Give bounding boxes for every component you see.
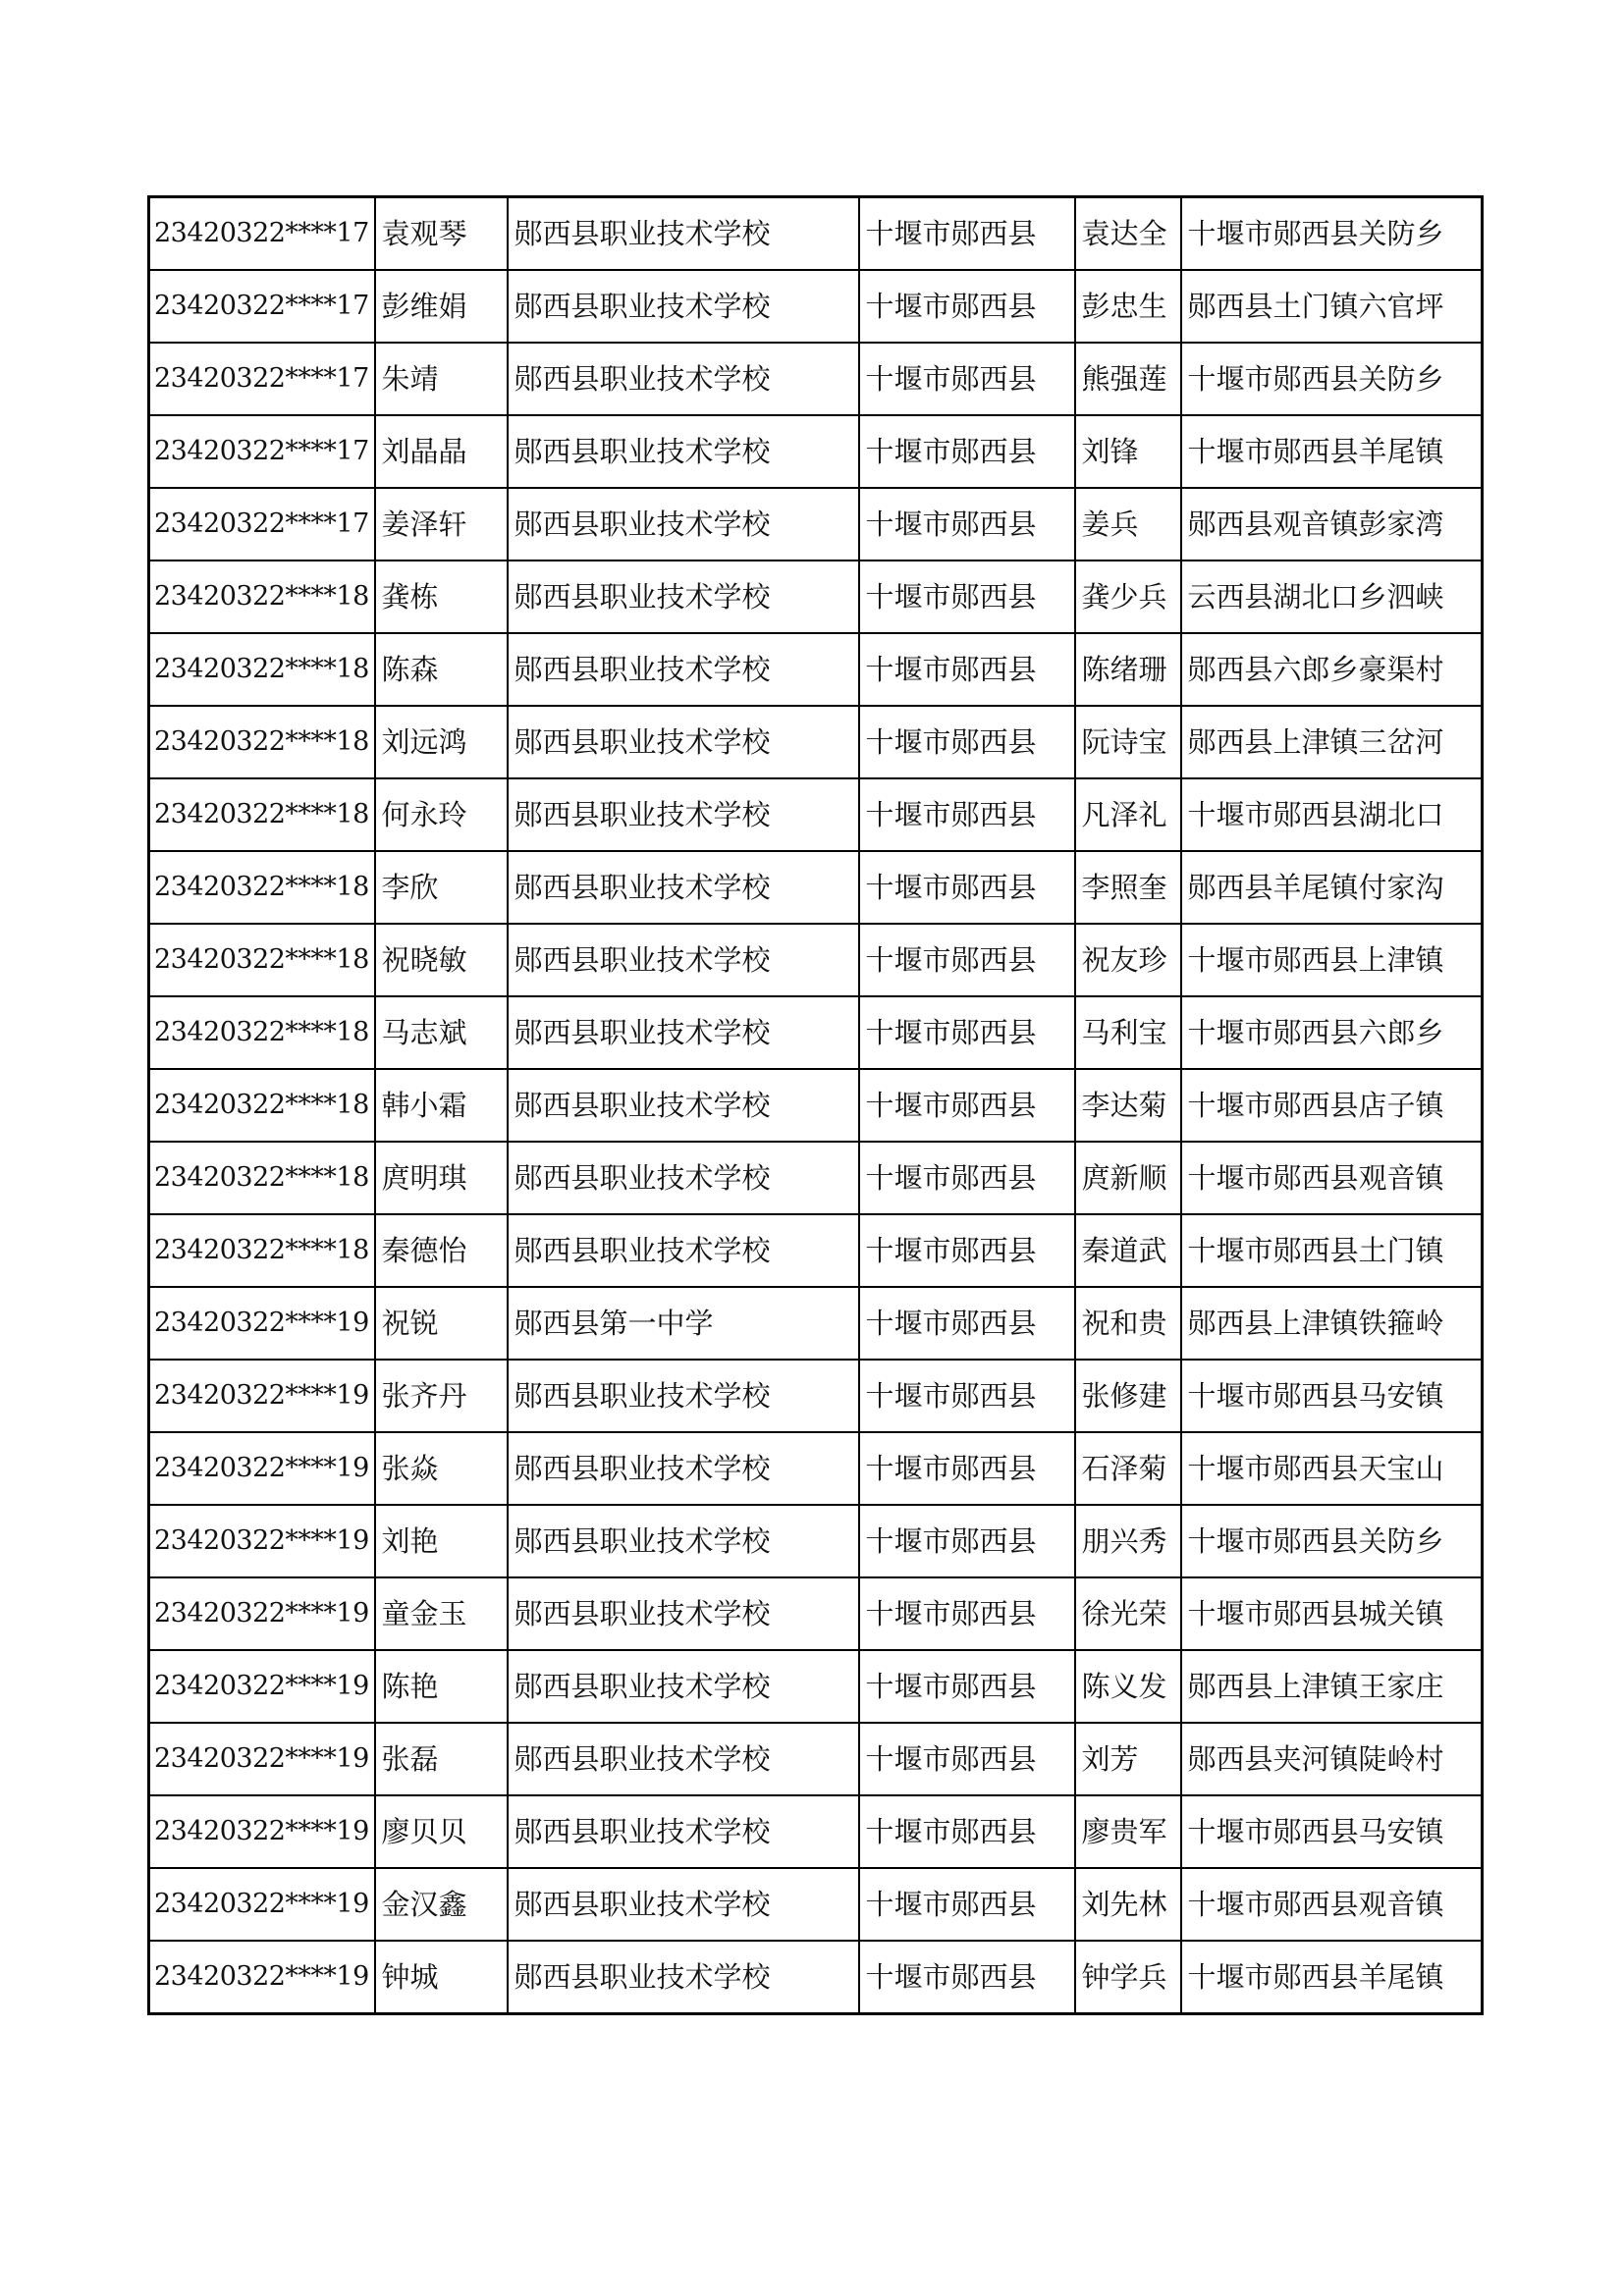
table-row <box>149 1287 1483 1360</box>
student-name-cell: 韩小霜 <box>375 1069 508 1142</box>
student-name-cell: 何永玲 <box>375 778 508 851</box>
id-cell: 23420322****18 <box>149 1214 375 1287</box>
record-table <box>147 195 1484 2015</box>
address-cell: 十堰市郧西县湖北口 <box>1181 778 1483 851</box>
address-cell: 十堰市郧西县上津镇 <box>1181 924 1483 996</box>
student-name-cell: 袁观琴 <box>375 197 508 271</box>
region-cell: 十堰市郧西县 <box>859 1287 1075 1360</box>
region-cell: 十堰市郧西县 <box>859 343 1075 415</box>
table-row <box>149 1505 1483 1577</box>
school-cell: 郧西县职业技术学校 <box>508 1142 859 1214</box>
address-cell: 十堰市郧西县羊尾镇 <box>1181 415 1483 488</box>
school-cell: 郧西县职业技术学校 <box>508 1577 859 1650</box>
student-name-cell: 彭维娟 <box>375 270 508 343</box>
region-cell: 十堰市郧西县 <box>859 924 1075 996</box>
table-row <box>149 343 1483 415</box>
guardian-name-cell: 秦道武 <box>1075 1214 1181 1287</box>
table-row <box>149 633 1483 706</box>
region-cell: 十堰市郧西县 <box>859 1868 1075 1941</box>
address-cell: 十堰市郧西县店子镇 <box>1181 1069 1483 1142</box>
address-cell: 郧西县上津镇三岔河 <box>1181 706 1483 778</box>
id-cell: 23420322****19 <box>149 1432 375 1505</box>
address-cell: 十堰市郧西县羊尾镇 <box>1181 1941 1483 2014</box>
address-cell: 云西县湖北口乡泗峡 <box>1181 561 1483 633</box>
guardian-name-cell: 袁达全 <box>1075 197 1181 271</box>
table-row <box>149 1069 1483 1142</box>
guardian-name-cell: 石泽菊 <box>1075 1432 1181 1505</box>
id-cell: 23420322****19 <box>149 1505 375 1577</box>
address-cell: 十堰市郧西县天宝山 <box>1181 1432 1483 1505</box>
guardian-name-cell: 阮诗宝 <box>1075 706 1181 778</box>
region-cell: 十堰市郧西县 <box>859 1723 1075 1795</box>
table-row <box>149 706 1483 778</box>
id-cell: 23420322****18 <box>149 924 375 996</box>
student-name-cell: 陈艳 <box>375 1650 508 1723</box>
address-cell: 十堰市郧西县马安镇 <box>1181 1795 1483 1868</box>
table-row <box>149 415 1483 488</box>
school-cell: 郧西县职业技术学校 <box>508 1214 859 1287</box>
table-row <box>149 270 1483 343</box>
guardian-name-cell: 李达菊 <box>1075 1069 1181 1142</box>
table-row <box>149 1432 1483 1505</box>
school-cell: 郧西县第一中学 <box>508 1287 859 1360</box>
student-name-cell: 廖贝贝 <box>375 1795 508 1868</box>
region-cell: 十堰市郧西县 <box>859 1650 1075 1723</box>
school-cell: 郧西县职业技术学校 <box>508 996 859 1069</box>
guardian-name-cell: 陈绪珊 <box>1075 633 1181 706</box>
table-row <box>149 197 1483 271</box>
id-cell: 23420322****17 <box>149 270 375 343</box>
school-cell: 郧西县职业技术学校 <box>508 633 859 706</box>
region-cell: 十堰市郧西县 <box>859 778 1075 851</box>
student-name-cell: 李欣 <box>375 851 508 924</box>
table-row <box>149 488 1483 561</box>
id-cell: 23420322****17 <box>149 197 375 271</box>
student-name-cell: 陈森 <box>375 633 508 706</box>
guardian-name-cell: 祝友珍 <box>1075 924 1181 996</box>
table-row <box>149 996 1483 1069</box>
table-row <box>149 1577 1483 1650</box>
id-cell: 23420322****18 <box>149 778 375 851</box>
id-cell: 23420322****19 <box>149 1941 375 2014</box>
address-cell: 十堰市郧西县关防乡 <box>1181 197 1483 271</box>
school-cell: 郧西县职业技术学校 <box>508 1432 859 1505</box>
student-name-cell: 马志斌 <box>375 996 508 1069</box>
region-cell: 十堰市郧西县 <box>859 633 1075 706</box>
guardian-name-cell: 朋兴秀 <box>1075 1505 1181 1577</box>
region-cell: 十堰市郧西县 <box>859 1505 1075 1577</box>
school-cell: 郧西县职业技术学校 <box>508 706 859 778</box>
school-cell: 郧西县职业技术学校 <box>508 1505 859 1577</box>
student-name-cell: 祝锐 <box>375 1287 508 1360</box>
record-table-body <box>149 197 1483 2014</box>
guardian-name-cell: 姜兵 <box>1075 488 1181 561</box>
id-cell: 23420322****19 <box>149 1287 375 1360</box>
student-name-cell: 刘晶晶 <box>375 415 508 488</box>
region-cell: 十堰市郧西县 <box>859 1214 1075 1287</box>
school-cell: 郧西县职业技术学校 <box>508 488 859 561</box>
guardian-name-cell: 祝和贵 <box>1075 1287 1181 1360</box>
school-cell: 郧西县职业技术学校 <box>508 270 859 343</box>
student-name-cell: 秦德怡 <box>375 1214 508 1287</box>
address-cell: 郧西县羊尾镇付家沟 <box>1181 851 1483 924</box>
school-cell: 郧西县职业技术学校 <box>508 1868 859 1941</box>
school-cell: 郧西县职业技术学校 <box>508 1795 859 1868</box>
school-cell: 郧西县职业技术学校 <box>508 343 859 415</box>
id-cell: 23420322****17 <box>149 488 375 561</box>
id-cell: 23420322****18 <box>149 1142 375 1214</box>
address-cell: 十堰市郧西县城关镇 <box>1181 1577 1483 1650</box>
address-cell: 十堰市郧西县观音镇 <box>1181 1142 1483 1214</box>
address-cell: 十堰市郧西县土门镇 <box>1181 1214 1483 1287</box>
address-cell: 郧西县土门镇六官坪 <box>1181 270 1483 343</box>
guardian-name-cell: 钟学兵 <box>1075 1941 1181 2014</box>
region-cell: 十堰市郧西县 <box>859 1795 1075 1868</box>
student-name-cell: 姜泽轩 <box>375 488 508 561</box>
school-cell: 郧西县职业技术学校 <box>508 778 859 851</box>
guardian-name-cell: 徐光荣 <box>1075 1577 1181 1650</box>
region-cell: 十堰市郧西县 <box>859 851 1075 924</box>
school-cell: 郧西县职业技术学校 <box>508 1650 859 1723</box>
student-name-cell: 钟城 <box>375 1941 508 2014</box>
id-cell: 23420322****18 <box>149 851 375 924</box>
table-row <box>149 1795 1483 1868</box>
student-name-cell: 张齐丹 <box>375 1360 508 1432</box>
address-cell: 十堰市郧西县观音镇 <box>1181 1868 1483 1941</box>
id-cell: 23420322****19 <box>149 1577 375 1650</box>
id-cell: 23420322****18 <box>149 561 375 633</box>
id-cell: 23420322****17 <box>149 415 375 488</box>
guardian-name-cell: 陈义发 <box>1075 1650 1181 1723</box>
school-cell: 郧西县职业技术学校 <box>508 1723 859 1795</box>
region-cell: 十堰市郧西县 <box>859 561 1075 633</box>
region-cell: 十堰市郧西县 <box>859 488 1075 561</box>
student-name-cell: 张磊 <box>375 1723 508 1795</box>
student-name-cell: 张焱 <box>375 1432 508 1505</box>
id-cell: 23420322****18 <box>149 633 375 706</box>
guardian-name-cell: 庹新顺 <box>1075 1142 1181 1214</box>
guardian-name-cell: 龚少兵 <box>1075 561 1181 633</box>
table-row <box>149 1723 1483 1795</box>
guardian-name-cell: 刘先林 <box>1075 1868 1181 1941</box>
address-cell: 十堰市郧西县关防乡 <box>1181 1505 1483 1577</box>
region-cell: 十堰市郧西县 <box>859 1941 1075 2014</box>
school-cell: 郧西县职业技术学校 <box>508 1941 859 2014</box>
id-cell: 23420322****18 <box>149 1069 375 1142</box>
table-row <box>149 1868 1483 1941</box>
id-cell: 23420322****19 <box>149 1868 375 1941</box>
table-row <box>149 1360 1483 1432</box>
region-cell: 十堰市郧西县 <box>859 1577 1075 1650</box>
address-cell: 十堰市郧西县六郎乡 <box>1181 996 1483 1069</box>
student-name-cell: 金汉鑫 <box>375 1868 508 1941</box>
school-cell: 郧西县职业技术学校 <box>508 1069 859 1142</box>
region-cell: 十堰市郧西县 <box>859 1360 1075 1432</box>
guardian-name-cell: 张修建 <box>1075 1360 1181 1432</box>
id-cell: 23420322****19 <box>149 1650 375 1723</box>
guardian-name-cell: 刘芳 <box>1075 1723 1181 1795</box>
guardian-name-cell: 熊强莲 <box>1075 343 1181 415</box>
school-cell: 郧西县职业技术学校 <box>508 561 859 633</box>
school-cell: 郧西县职业技术学校 <box>508 851 859 924</box>
student-name-cell: 朱靖 <box>375 343 508 415</box>
address-cell: 郧西县夹河镇陡岭村 <box>1181 1723 1483 1795</box>
school-cell: 郧西县职业技术学校 <box>508 924 859 996</box>
id-cell: 23420322****19 <box>149 1723 375 1795</box>
address-cell: 十堰市郧西县马安镇 <box>1181 1360 1483 1432</box>
id-cell: 23420322****19 <box>149 1360 375 1432</box>
guardian-name-cell: 廖贵军 <box>1075 1795 1181 1868</box>
student-name-cell: 刘远鸿 <box>375 706 508 778</box>
region-cell: 十堰市郧西县 <box>859 270 1075 343</box>
address-cell: 郧西县上津镇铁箍岭 <box>1181 1287 1483 1360</box>
region-cell: 十堰市郧西县 <box>859 996 1075 1069</box>
table-row <box>149 1650 1483 1723</box>
table-row <box>149 1214 1483 1287</box>
school-cell: 郧西县职业技术学校 <box>508 197 859 271</box>
id-cell: 23420322****18 <box>149 996 375 1069</box>
region-cell: 十堰市郧西县 <box>859 706 1075 778</box>
id-cell: 23420322****17 <box>149 343 375 415</box>
guardian-name-cell: 马利宝 <box>1075 996 1181 1069</box>
table-row <box>149 924 1483 996</box>
region-cell: 十堰市郧西县 <box>859 1069 1075 1142</box>
address-cell: 十堰市郧西县关防乡 <box>1181 343 1483 415</box>
region-cell: 十堰市郧西县 <box>859 415 1075 488</box>
region-cell: 十堰市郧西县 <box>859 197 1075 271</box>
address-cell: 郧西县六郎乡豪渠村 <box>1181 633 1483 706</box>
address-cell: 郧西县观音镇彭家湾 <box>1181 488 1483 561</box>
student-name-cell: 祝晓敏 <box>375 924 508 996</box>
region-cell: 十堰市郧西县 <box>859 1142 1075 1214</box>
student-name-cell: 童金玉 <box>375 1577 508 1650</box>
school-cell: 郧西县职业技术学校 <box>508 415 859 488</box>
student-name-cell: 刘艳 <box>375 1505 508 1577</box>
school-cell: 郧西县职业技术学校 <box>508 1360 859 1432</box>
id-cell: 23420322****18 <box>149 706 375 778</box>
table-row <box>149 1941 1483 2014</box>
table-row <box>149 851 1483 924</box>
id-cell: 23420322****19 <box>149 1795 375 1868</box>
guardian-name-cell: 李照奎 <box>1075 851 1181 924</box>
table-row <box>149 561 1483 633</box>
student-name-cell: 龚栋 <box>375 561 508 633</box>
table-row <box>149 1142 1483 1214</box>
student-name-cell: 庹明琪 <box>375 1142 508 1214</box>
guardian-name-cell: 彭忠生 <box>1075 270 1181 343</box>
address-cell: 郧西县上津镇王家庄 <box>1181 1650 1483 1723</box>
table-row <box>149 778 1483 851</box>
guardian-name-cell: 刘锋 <box>1075 415 1181 488</box>
guardian-name-cell: 凡泽礼 <box>1075 778 1181 851</box>
region-cell: 十堰市郧西县 <box>859 1432 1075 1505</box>
